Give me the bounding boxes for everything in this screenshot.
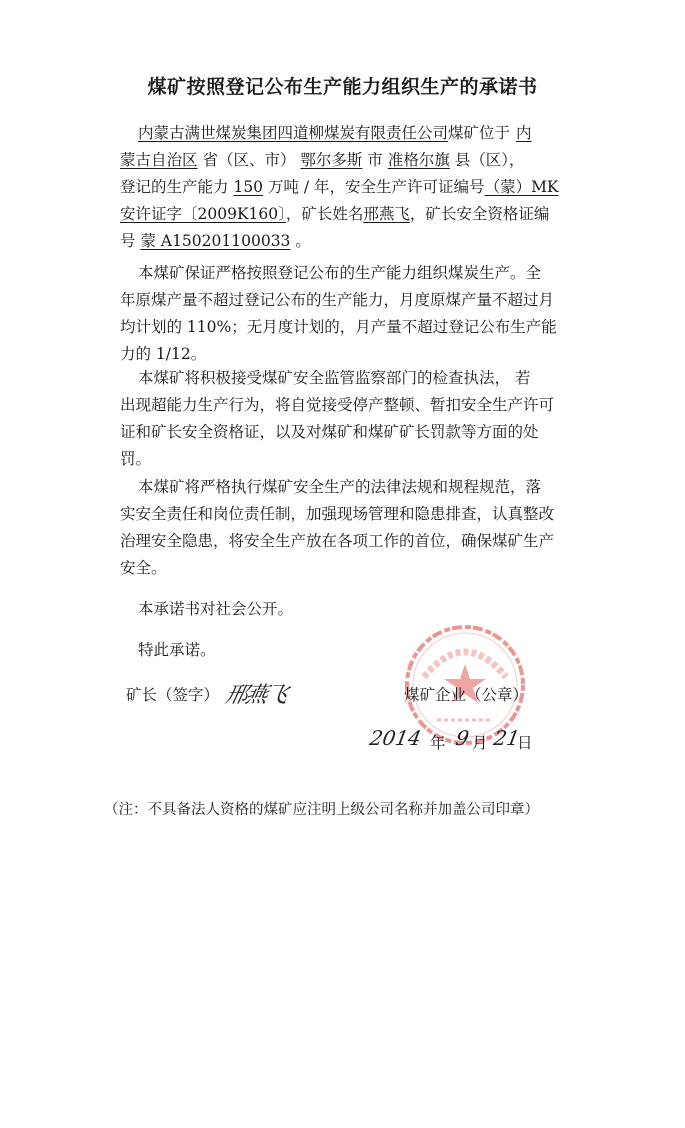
para4-line1: 本煤矿将严格执行煤矿安全生产的法律法规和规程规范，落 — [138, 478, 542, 496]
para4-line2: 实安全责任和岗位责任制，加强现场管理和隐患排查，认真整改 — [120, 505, 555, 523]
date-month-label: 月 — [472, 734, 488, 752]
para3-line4: 罚。 — [120, 450, 152, 468]
para2-line2: 年原煤产量不超过登记公布的生产能力，月度原煤产量不超过月 — [120, 291, 555, 309]
para1-line2: 蒙古自治区 省（区、市） 鄂尔多斯 市 准格尔旗 县（区）， — [120, 151, 525, 169]
para1-line5: 号 蒙 A150201100033 。 — [120, 232, 311, 250]
company-seal-label: 煤矿企业（公章） — [404, 686, 529, 704]
para1-line1: 内蒙古满世煤炭集团四道柳煤炭有限责任公司煤矿位于 内 — [138, 124, 532, 142]
cert-number-field: 蒙 A150201100033 — [140, 232, 291, 250]
footnote: （注：不具备法人资格的煤矿应注明上级公司名称并加盖公司印章） — [104, 802, 539, 818]
commitment-statement: 特此承诺。 — [138, 641, 216, 659]
para3-line1: 本煤矿将积极接受煤矿安全监管监察部门的检查执法， 若 — [138, 369, 531, 387]
para3-line3: 证和矿长安全资格证，以及对煤矿和煤矿矿长罚款等方面的处 — [120, 423, 539, 441]
para4-line3: 治理安全隐患，将安全生产放在各项工作的首位，确保煤矿生产 — [120, 532, 555, 550]
para2-line4: 力的 1/12。 — [120, 345, 207, 363]
para3-line2: 出现超能力生产行为，将自觉接受停产整顿、暂扣安全生产许可 — [120, 396, 555, 414]
date-month-handwritten: 9 — [453, 726, 471, 750]
county-field: 准格尔旗 — [387, 151, 450, 169]
city-field: 鄂尔多斯 — [300, 151, 363, 169]
date-year-label: 年 — [430, 734, 446, 752]
company-name: 内蒙古满世煤炭集团四道柳煤炭有限责任公司 — [138, 124, 449, 142]
date-day-handwritten: 21 — [491, 726, 522, 750]
province-field: 蒙古自治区 — [120, 151, 198, 169]
document-title: 煤矿按照登记公布生产能力组织生产的承诺书 — [147, 76, 538, 98]
manager-signature-label: 矿长（签字） — [126, 686, 220, 704]
manager-signature: 邢燕飞 — [222, 683, 289, 708]
manager-name-field: 邢燕飞 — [363, 205, 410, 223]
date-day-label: 日 — [517, 734, 533, 752]
para4-line4: 安全。 — [120, 559, 167, 577]
para2-line3: 均计划的 110%；无月度计划的，月产量不超过登记公布生产能 — [120, 318, 557, 336]
license-field: （蒙）MK — [484, 178, 559, 196]
public-statement: 本承诺书对社会公开。 — [138, 600, 294, 618]
para2-line1: 本煤矿保证严格按照登记公布的生产能力组织煤炭生产。全 — [138, 264, 542, 282]
para1-line4: 安许证字〔2009K160〕，矿长姓名邢燕飞，矿长安全资格证编 — [120, 205, 550, 223]
capacity-field: 150 — [233, 178, 264, 196]
para1-line3: 登记的生产能力 150 万吨 / 年，安全生产许可证编号（蒙）MK — [120, 178, 559, 196]
date-year-handwritten: 2014 — [367, 726, 424, 750]
